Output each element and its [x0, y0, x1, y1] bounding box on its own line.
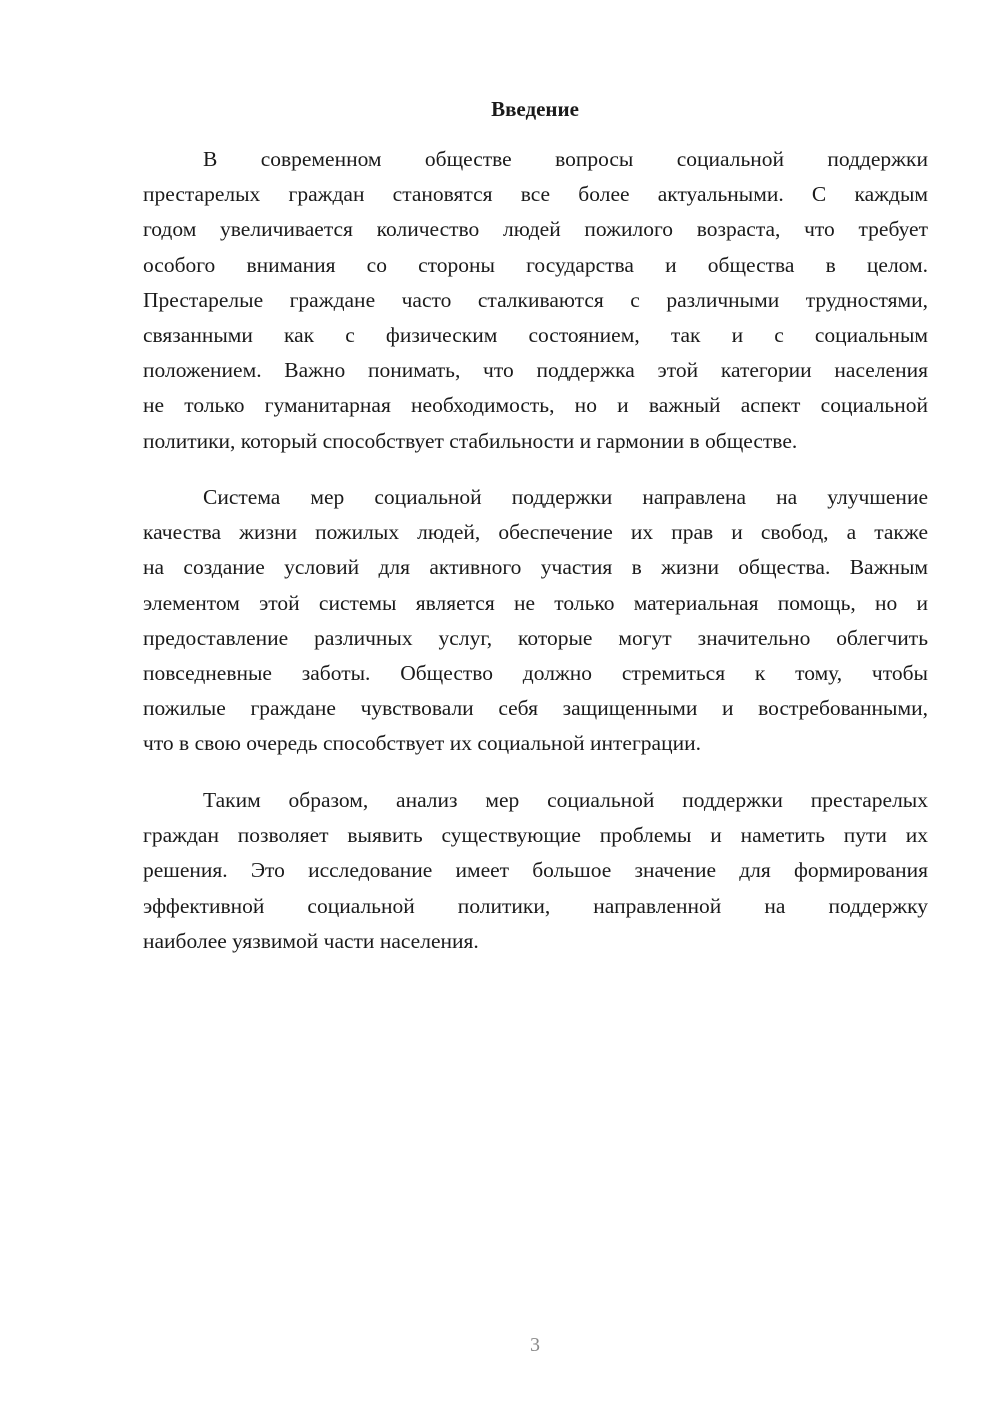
text-line: политики, который способствует стабильности и гармонии в обществе.	[143, 428, 798, 453]
text-line: положением. Важно понимать, что поддержка этой категории населения	[143, 358, 928, 383]
text-line: не только гуманитарная необходимость, но и важный аспект социальной	[143, 393, 928, 418]
text-line: граждан позволяет выявить существующие проблемы и наметить пути их	[143, 823, 928, 848]
text-line: повседневные заботы. Общество должно стремиться к тому, чтобы	[143, 660, 928, 685]
paragraph-conclusion	[143, 783, 928, 959]
text-line: престарелых граждан становятся все более актуальными. С каждым	[143, 182, 928, 207]
text-line: пожилые граждане чувствовали себя защищенными и востребованными,	[143, 696, 928, 721]
text-line: Таким образом, анализ мер социальной поддержки престарелых	[203, 788, 928, 812]
paragraph-support-system	[143, 480, 928, 762]
text-line: решения. Это исследование имеет большое значение для формирования	[143, 858, 928, 883]
text-line: наиболее уязвимой части населения.	[143, 928, 479, 953]
page-number: 3	[530, 1334, 540, 1356]
text-line: Система мер социальной поддержки направлена на улучшение	[203, 485, 928, 509]
paragraph-intro	[143, 142, 928, 459]
text-line: предоставление различных услуг, которые могут значительно облегчить	[143, 625, 928, 650]
text-line: на создание условий для активного участия в жизни общества. Важным	[143, 555, 928, 580]
text-line: Престарелые граждане часто сталкиваются с различными трудностями,	[143, 287, 928, 312]
text-line: что в свою очередь способствует их социальной интеграции.	[143, 731, 701, 756]
text-line: эффективной социальной политики, направленной на поддержку	[143, 893, 928, 918]
text-line: качества жизни пожилых людей, обеспечение их прав и свобод, а также	[143, 520, 928, 545]
text-line: годом увеличивается количество людей пожилого возраста, что требует	[143, 217, 928, 242]
text-line: элементом этой системы является не только материальная помощь, но и	[143, 590, 928, 615]
text-line: особого внимания со стороны государства и общества в целом.	[143, 252, 928, 277]
text-line: связанными как с физическим состоянием, так и с социальным	[143, 322, 928, 347]
section-title: Введение	[491, 97, 579, 121]
text-line: В современном обществе вопросы социальной поддержки	[203, 147, 928, 171]
